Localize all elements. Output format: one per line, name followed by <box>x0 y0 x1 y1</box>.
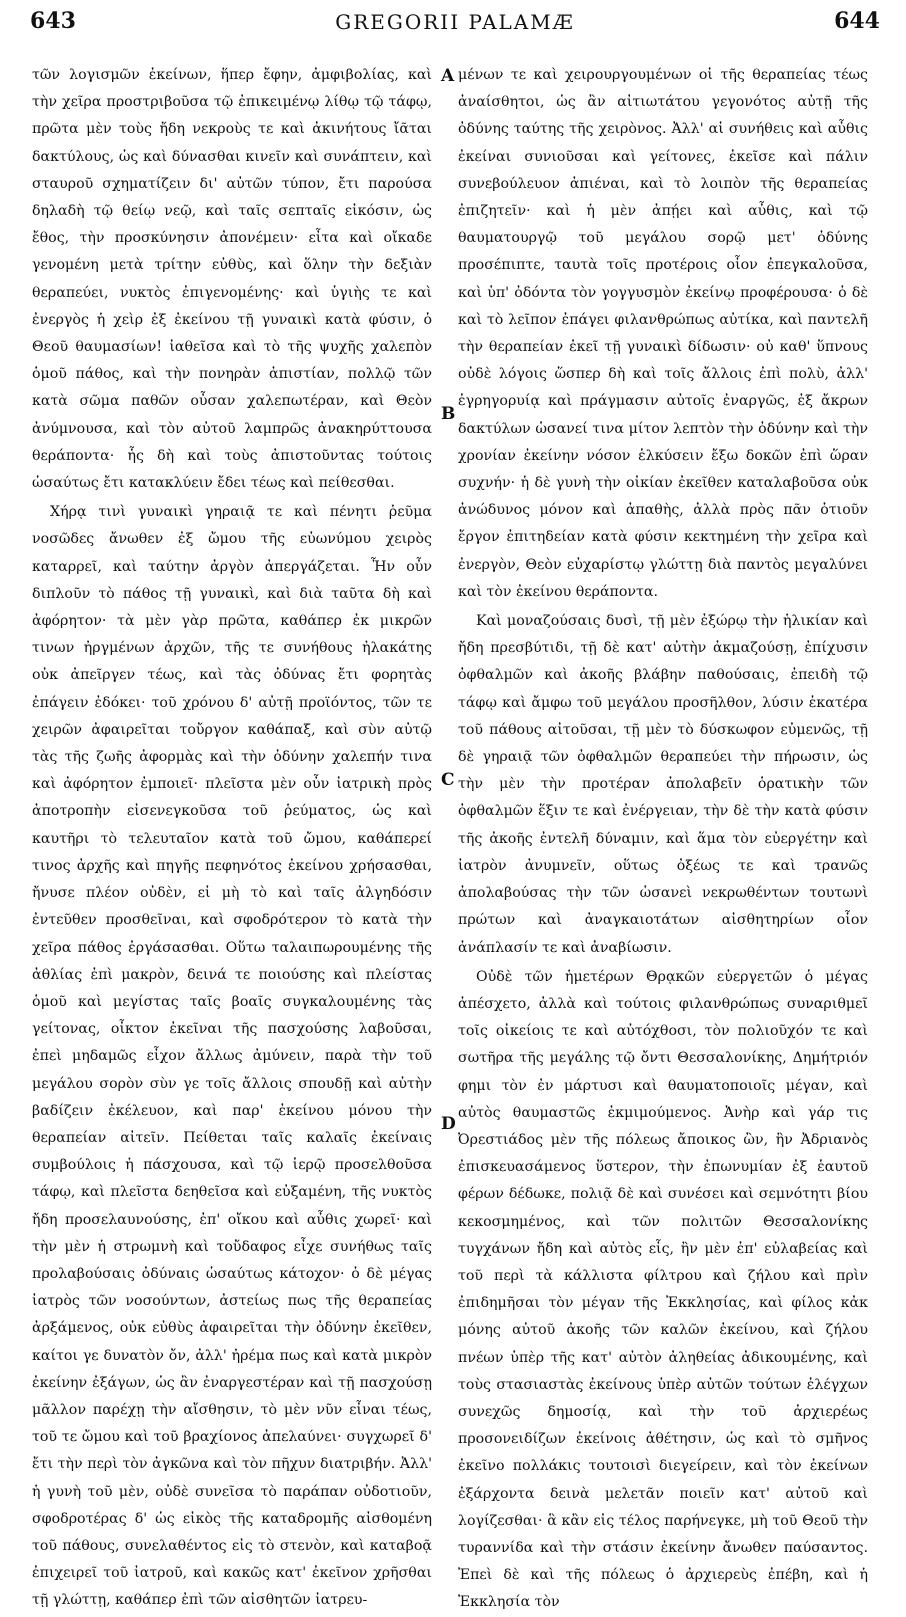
right-column <box>458 62 868 1611</box>
page-header <box>30 8 880 48</box>
paragraph: Καὶ μοναζούσαις δυσὶ, τῇ μὲν ἐξώρῳ τὴν ἡλικίαν καὶ ἤδη πρεσβύτιδι, τῇ δὲ κατ' αὐτὴν ἀκμαζούσῃ, ἐπίχυσιν ὀφθαλμῶν καὶ ἀκοῆς βλάβην παθούσαις, ἐπειδὴ τῷ τάφῳ καὶ ἄμφω τοῦ μεγάλου προσῆλθον, λύσιν ἑκατέρα τοῦ πάθους αἰτοῦσαι, τῇ μὲν τὸ δύσκωφον εὐμενῶς, τῇ δὲ γηραιᾷ τῶν ὀφθαλμῶν θεραπεύει τὴν πήρωσιν, ὡς τὴν μὲν τὴν προτέραν ἀπολαβεῖν ὁρατικὴν τῶν ὀφθαλμῶν ἕξιν τε καὶ ἐνέργειαν, τὴν δὲ τὴν κατὰ φύσιν τῆς ἀκοῆς ἐντελῆ δύναμιν, καὶ ἅμα τὸν εὐεργέτην καὶ ἰατρὸν ἀνυμνεῖν, οὕτως ὀξέως τε καὶ τρανῶς ἀπολαβούσας τὴν τῶν ὡσανεὶ νεκρωθέντων τουτωνὶ πρώτων καὶ ἀναγκαιοτάτων αἰσθητηρίων οἷον ἀνάπλασίν τε καὶ ἀναβίωσιν. <box>458 613 868 956</box>
paragraph: μένων τε καὶ χειρουργουμένων οἱ τῆς θεραπείας τέως ἀναίσθητοι, ὡς ἂν αἰτιωτάτου γεγονότος αὐτῇ τῆς ὀδύνης ταύτης τῆς χειρὸνος. Ἀλλ' αἱ συνήθεις καὶ αὖθις ἐκείναι συνιοῦσαι καὶ γείτονες, ἐκεῖσε καὶ πάλιν συνεβούλευον ἀπιέναι, καὶ τὸ λοιπὸν τῆς θεραπείας ἐπιζητεῖν· καὶ ἡ μὲν ἀπῄει καὶ αὖθις, καὶ τῷ θαυματουργῷ τοῦ μεγάλου σορῷ μετ' ὀδύνης προσέπιπτε, ταυτὰ τοῖς προτέροις οἷον ἐπεγκαλοῦσα, καὶ ὑπ' ὀδόντα τὸν γογγυσμὸν ἐκείνῳ προφέρουσα· ὁ δὲ καὶ τὸ λεῖπον ἐπάγει φιλανθρώπως αὐτίκα, καὶ παντελῆ τὴν θεραπείαν ἐκεῖ τῇ γυναικὶ δίδωσιν· οὐ καθ' ὕπνους οὐδὲ λόγοις ὥσπερ δὴ καὶ τοῖς ἄλλοις ἐπὶ πολὺ, ἀλλ' ἐγρηγορυίᾳ καὶ πράγμασιν αὐτοῖς ἐναργῶς, ἐξ ἄκρων δακτύλων ὡσανεί τινα μίτον λεπτὸν τὴν ὀδύνην καὶ τὴν χρονίαν ἐκείνην νόσον ἑλκύσειν ἔξω δοκῶν ἐπὶ ὥραν συχνήν· ἡ δὲ γυνὴ τὴν οἰκίαν ἐκεῖθεν καταλαβοῦσα οὐκ ἀνώδυνος μόνον καὶ ἀπαθὴς, ἀλλὰ πρὸς πᾶν ὁτιοῦν ἔργον ἐπιτηδείαν κατὰ φύσιν κεκτημένη τὴν χεῖρα καὶ ἐνεργὸν, Θεὸν εὐχαρίστῳ γλώττῃ διὰ παντὸς μεγαλύνει καὶ τὸν ἐκείνου θεράποντα. <box>458 67 868 600</box>
section-marker-a: A <box>441 66 455 86</box>
paragraph: Χήρᾳ τινὶ γυναικὶ γηραιᾷ τε καὶ πένητι ῥεῦμα νοσῶδες ἄνωθεν ἐξ ὤμου τῆς εὐωνύμου χειρὸς καταρρεῖ, καὶ ταύτην ἀργὸν ἀπεργάζεται. Ἦν οὖν διπλοῦν τὸ πάθος τῇ γυναικὶ, καὶ διὰ ταῦτα δὴ καὶ ἀφόρητον· τὰ μὲν γὰρ πρῶτα, καθάπερ ἐκ μικρῶν τινων ἠργμένων ἀρχῶν, τῆς τε συνήθους ἠλακάτης οὐκ ἀπεῖργεν τέως, καὶ τὰς ὀδύνας ἔτι φορητὰς ἐπάγειν ἐδόκει· τοῦ χρόνου δ' αὐτῇ προϊόντος, τῶν τε χειρῶν ἀφαιρεῖται τοὔργον καθάπαξ, καὶ σὺν αὐτῷ τὰς τῆς ζωῆς ἀφορμὰς καὶ τὴν ὀδύνην χαλεπήν τινα καὶ ἀφόρητον ἐμποιεῖ· πλεῖστα μὲν οὖν ἰατρικὴ πρὸς ἀποτροπὴν εἰσενεγκοῦσα τοῦ ῥεύματος, ὡς καὶ καυτῆρι τὸ τελευταῖον κατὰ τοῦ ὤμου, καθάπερεί τινος ἀρχῆς καὶ πηγῆς πεφηνότος ἐκείνου χρήσασθαι, ἤνυσε πλέον οὐδὲν, εἰ μὴ τὸ καὶ ταῖς ἀλγηδόσιν ἐντεῦθεν προσθεῖναι, καὶ σφοδρότερον τὸ κατὰ τὴν χεῖρα πάθος ἐργάσασθαι. Οὕτω ταλαιπωρουμένης τῆς ἀθλίας ἐπὶ μακρὸν, δεινά τε ποιούσης καὶ πλείστας ὁμοῦ καὶ μεγίστας ταῖς βοαῖς συγκαλουμένης τὰς γείτονας, οἶκτον ἐκεῖναι τῆς πασχούσης λαβοῦσαι, ἐπεὶ μηδαμῶς εἶχον ἄλλως ἀμύνειν, παρὰ τὴν τοῦ μεγάλου σορὸν σὺν γε τοῖς ἄλλοις σπουδῇ καὶ αὐτὴν βαδίζειν ἐκέλευον, καὶ παρ' ἐκείνου μόνου τὴν θεραπείαν αἰτεῖν. Πείθεται ταῖς καλαῖς ἐκείναις συμβούλοις ἡ πάσχουσα, καὶ τῷ ἱερῷ προσελθοῦσα τάφῳ, καὶ πλεῖστα δεηθεῖσα καὶ εὐξαμένη, τῆς νυκτὸς ἤδη προσελαυνούσης, ἐπ' οἴκου καὶ αὖθις χωρεῖ· καὶ τὴν μὲν ἡ στρωμνὴ καὶ τοὔδαφος εἶχε συνήθως ταῖς προλαβούσαις ὀδύναις ὡσαύτως κάτοχον· ὁ δὲ μέγας ἰατρὸς τῶν νοσούντων, ἀστείως πως τῆς θεραπείας ἀρξάμενος, οὐκ εὐθὺς ἀφαιρεῖται τὴν ὀδύνην ἐκεῖθεν, καίτοι γε δυνατὸν ὄν, ἀλλ' ἠρέμα πως καὶ κατὰ μικρὸν ἐκείνην ἐξάγων, ὡς ἂν ἐναργεστέραν καὶ τῇ πασχούσῃ μᾶλλον παρέχῃ τὴν αἴσθησιν, τὸ μὲν νῦν εἶναι τέως, τοῦ τε ὤμου καὶ τοῦ βραχίονος ἀπελαύνει· συγχωρεῖ δ' ἔτι τὴν περὶ τὸν ἀγκῶνα καὶ τὸν πῆχυν διατριβήν. Ἀλλ' ἡ γυνὴ τοῦ μὲν, οὐδὲ συνεῖσα τὸ παράπαν οὐδοτιοῦν, σφοδροτέρας δ' ὡς εἰκὸς τῆς καταδρομῆς αἰσθομένη τοῦ πάθους, συνελαθέντος εἰς τὸ στενὸν, καὶ καταβοᾷ ἐπιχειρεῖ τοῦ ἰατροῦ, καὶ κακῶς κατ' ἐκεῖνον χρῆσθαι τῇ γλώττῃ, καθάπερ ἐπὶ τῶν αἰσθητῶν ἰατρευ- <box>32 504 432 1609</box>
page-number-right: 644 <box>834 8 880 34</box>
section-marker-b: B <box>441 404 456 424</box>
paragraph: Οὐδὲ τῶν ἡμετέρων Θρᾳκῶν εὐεργετῶν ὁ μέγας ἀπέσχετο, ἀλλὰ καὶ τούτοις φιλανθρώπως συναριθμεῖ τοῖς οἰκείοις τε καὶ αὐτόχθοσι, τὸν πολιοῦχόν τε καὶ σωτῆρα τῆς μεγάλης τῷ ὄντι Θεσσαλονίκης, Δημήτριόν φημι τὸν ἐν μάρτυσι καὶ θαυματοποιοῖς μέγαν, καὶ αὐτὸς θαυμαστῶς ἐκμιμούμενος. Ἀνὴρ καὶ γάρ τις Ὀρεστιάδος μὲν τῆς πόλεως ἄποικος ὢν, ἣν Ἀδριανὸς ἐπισκευασάμενος ὕστερον, τὴν ἐπωνυμίαν ἐξ ἑαυτοῦ φέρων δέδωκε, πολιᾷ δὲ καὶ συνέσει καὶ σεμνότητι βίου κεκοσμημένος, καὶ τῶν πολιτῶν Θεσσαλονίκης τυγχάνων ἤδη καὶ αὐτὸς εἷς, ἢν μὲν ἐπ' εὐλαβείας καὶ τοῦ περὶ τὰ κάλλιστα φίλτρου καὶ ζήλου καὶ πρὶν ἐπιδημῆσαι τὸν μέγαν τῆς Ἐκκλησίας, καὶ φίλος κἀκ μόνης αὐτοῦ ἀκοῆς τῶν καλῶν ἐκείνου, καὶ ζήλου πνέων ὑπὲρ τῆς κατ' αὐτὸν ἀληθείας ἀδικουμένης, καὶ τοὺς στασιαστὰς ἐκείνους ὑπὲρ αὐτῶν τούτων ἐλέγχων συνεχῶς δημοσίᾳ, καὶ τὴν τοῦ ἀρχιερέως προσονειδίζων ἐκείνοις ἀθέτησιν, ὡς καὶ τὸ σμῆνος ἐκεῖνο πολλάκις τουτοισὶ διεγείρειν, καὶ τὸν ἐκείνων ἐξάρχοντα δεινὰ μελετᾶν ποιεῖν κατ' αὐτοῦ καὶ λογίζεσθαι· ἃ κἂν εἰς τέλος παρήνεγκε, μὴ τοῦ Θεοῦ τὴν τυραννίδα καὶ τὴν στάσιν ἐκείνην ἄνωθεν παύσαντος. Ἐπεὶ δὲ καὶ τῆς πόλεως ὁ ἀρχιερεὺς ἐπέβη, καὶ ἡ Ἐκκλησία τὸν <box>458 968 868 1611</box>
paragraph: τῶν λογισμῶν ἐκείνων, ἥπερ ἔφην, ἀμφιβολίας, καὶ τὴν χεῖρα προστριβοῦσα τῷ ἐπικειμένῳ λίθῳ τῷ τάφῳ, πρῶτα μὲν τοὺς ἤδη νεκροὺς τε καὶ ἀκινήτους ἴᾶται δακτύλους, ὡς καὶ δύνασθαι κινεῖν καὶ συνάπτειν, καὶ σταυροῦ σχηματίζειν δι' αὐτῶν τύπον, ἔτι παρούσα δηλαδὴ τῷ θείῳ νεῷ, καὶ ταῖς σεπταῖς εἰκόσιν, ὡς ἔθος, τὴν προσκύνησιν ἀπονέμειν· εἶτα καὶ οἴκαδε γενομένη μετὰ τρίτην εὐθὺς, καὶ ὅλην τὴν δεξιὰν θεραπεύει, νυκτὸς ἐπιγενομένης· καὶ ὑγιὴς τε καὶ ἐνεργὸς ἡ χεὶρ ἐξ ἐκείνου τῇ γυναικὶ κατὰ φύσιν, ὁ Θεοῦ θαυμασίων! ἰαθεῖσα καὶ τὸ τῆς ψυχῆς χαλεπὸν ὁμοῦ πάθος, καὶ τὴν πονηρὰν ἀπιστίαν, πολλῷ τῶν κατὰ σῶμα παθῶν οὖσαν χαλεπωτέραν, καὶ Θεὸν ἀνύμνουσα, καὶ τὸν αὐτοῦ λαμπρῶς ἀνακηρύττουσα θεράποντα· ἧς δὴ καὶ τοὺς ἀπιστοῦντας τούτοις ὡσαύτως ἔτι κατακλύειν ἔδει τέως καὶ πείθεσθαι. <box>32 67 432 492</box>
running-head: GREGORII PALAMÆ <box>335 10 575 34</box>
section-marker-d: D <box>441 1114 456 1134</box>
section-marker-c: C <box>441 770 455 790</box>
left-column <box>32 62 432 1609</box>
page-number-left: 643 <box>30 8 76 34</box>
